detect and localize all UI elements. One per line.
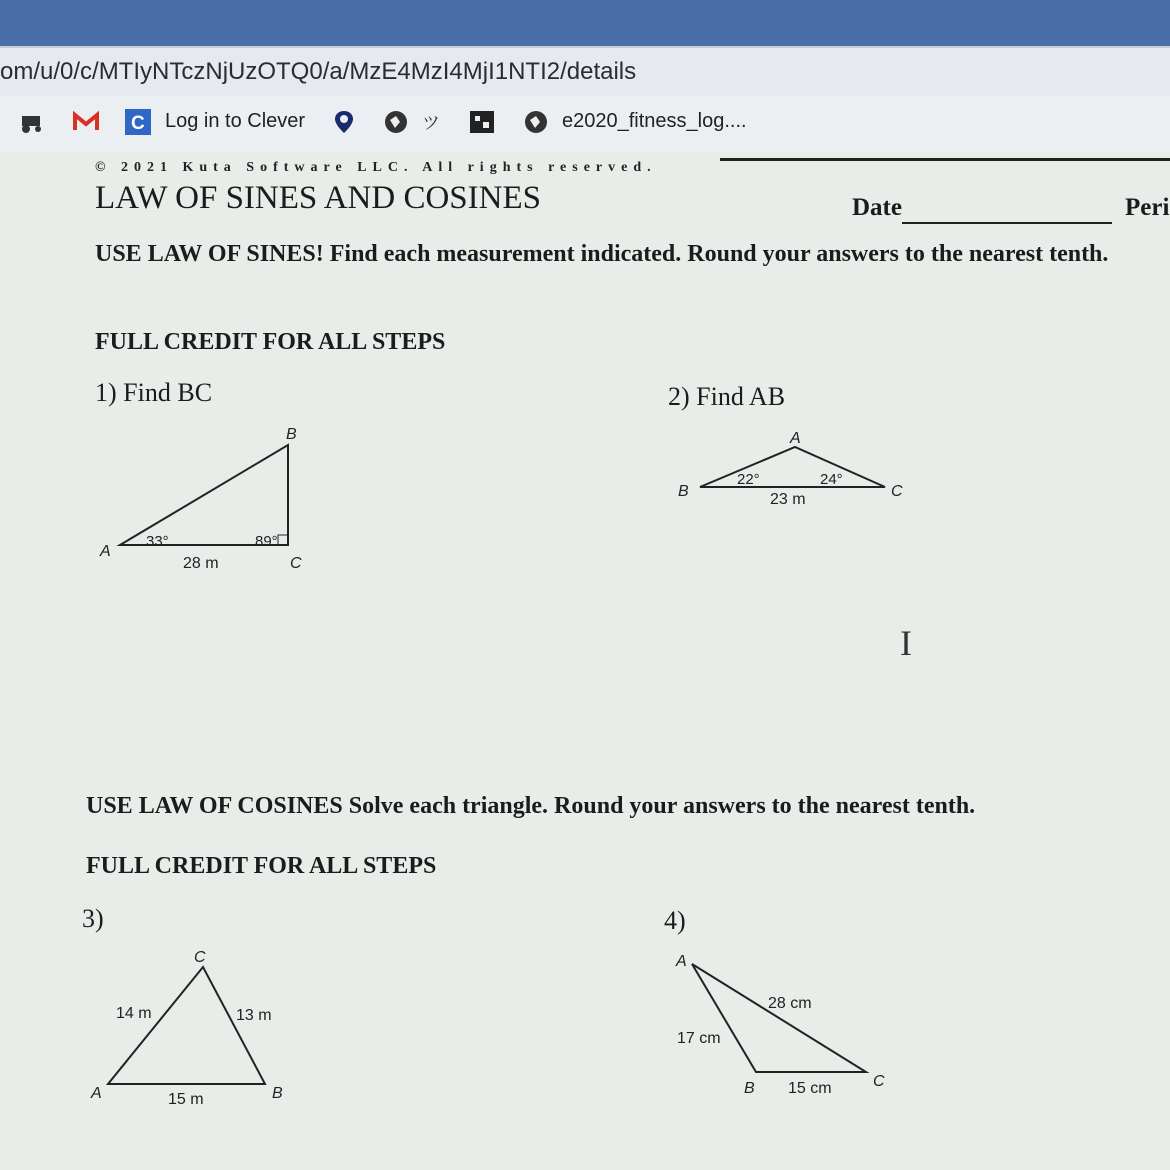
cosines-instructions: USE LAW OF COSINES Solve each triangle. Round your answers to the nearest tenth. [86,793,976,819]
copyright: © 2021 Kuta Software LLC. All rights reserved. [95,160,657,175]
bookmarks-bar [0,96,1170,154]
cloud-app-icon[interactable] [468,108,496,136]
gmail-icon[interactable] [72,108,100,136]
problem-4-number: 4) [664,906,686,935]
p3-vertex-B: B [272,1085,283,1102]
p4-vertex-B: B [744,1080,755,1097]
problem-1-triangle [0,152,1170,1170]
p2-vertex-C: C [891,483,903,500]
japanese-app-icon[interactable] [420,108,448,136]
p2-angle-B: 22° [737,471,760,488]
p3-side-AC: 14 m [116,1005,152,1022]
url-text[interactable]: om/u/0/c/MTIyNTczNjUzOTQ0/a/MzE4MzI4MjI1NTI2/details [0,58,637,85]
p2-side: 23 m [770,491,806,508]
p2-angle-C: 24° [820,471,843,488]
problem-1-prompt: Find BC [123,378,213,407]
sines-instructions: USE LAW OF SINES! Find each measurement indicated. Round your answers to the nearest tenth. [95,241,1109,267]
address-bar[interactable] [0,46,1170,98]
full-credit-sines: FULL CREDIT FOR ALL STEPS [95,329,446,355]
svg-text:ツ: ツ [422,113,440,133]
p3-side-AB: 15 m [168,1091,204,1108]
p3-side-BC: 13 m [236,1007,272,1024]
p1-vertex-C: C [290,555,302,572]
worksheet-page [0,152,1170,1170]
globe-icon[interactable] [382,108,410,136]
period-label: Peri [1125,194,1170,221]
p1-angle-A: 33° [146,533,169,550]
text-cursor-icon: I [900,623,912,663]
date-label: Date [852,194,902,221]
browser-top-band [0,0,1170,46]
p1-vertex-A: A [100,543,111,560]
bookmark-fitness-log[interactable]: e2020_fitness_log.... [562,110,747,132]
problem-1-number: 1) Find BC [95,378,213,407]
problem-2-number: 2) Find AB [668,382,786,411]
p1-vertex-B: B [286,426,297,443]
p4-side-BC: 15 cm [788,1080,832,1097]
p3-vertex-C: C [194,949,206,966]
full-credit-cosines: FULL CREDIT FOR ALL STEPS [86,853,437,879]
p4-vertex-C: C [873,1073,885,1090]
globe-icon-2[interactable] [522,108,550,136]
worksheet-title: LAW OF SINES AND COSINES [95,180,541,216]
p4-side-AC: 28 cm [768,995,812,1012]
tractor-icon[interactable] [18,108,46,136]
clever-icon[interactable] [124,108,152,136]
p2-vertex-B: B [678,483,689,500]
p4-vertex-A: A [676,953,687,970]
p1-angle-C: 89° [255,533,278,550]
problem-2-prompt: Find AB [696,382,786,411]
p4-side-AB: 17 cm [677,1030,721,1047]
map-pin-icon[interactable] [330,108,358,136]
p1-side: 28 m [183,555,219,572]
bookmark-clever[interactable]: Log in to Clever [165,110,306,132]
p2-vertex-A: A [790,430,801,447]
problem-3-number: 3) [82,904,104,933]
svg-text:C: C [131,113,145,134]
p3-vertex-A: A [91,1085,102,1102]
